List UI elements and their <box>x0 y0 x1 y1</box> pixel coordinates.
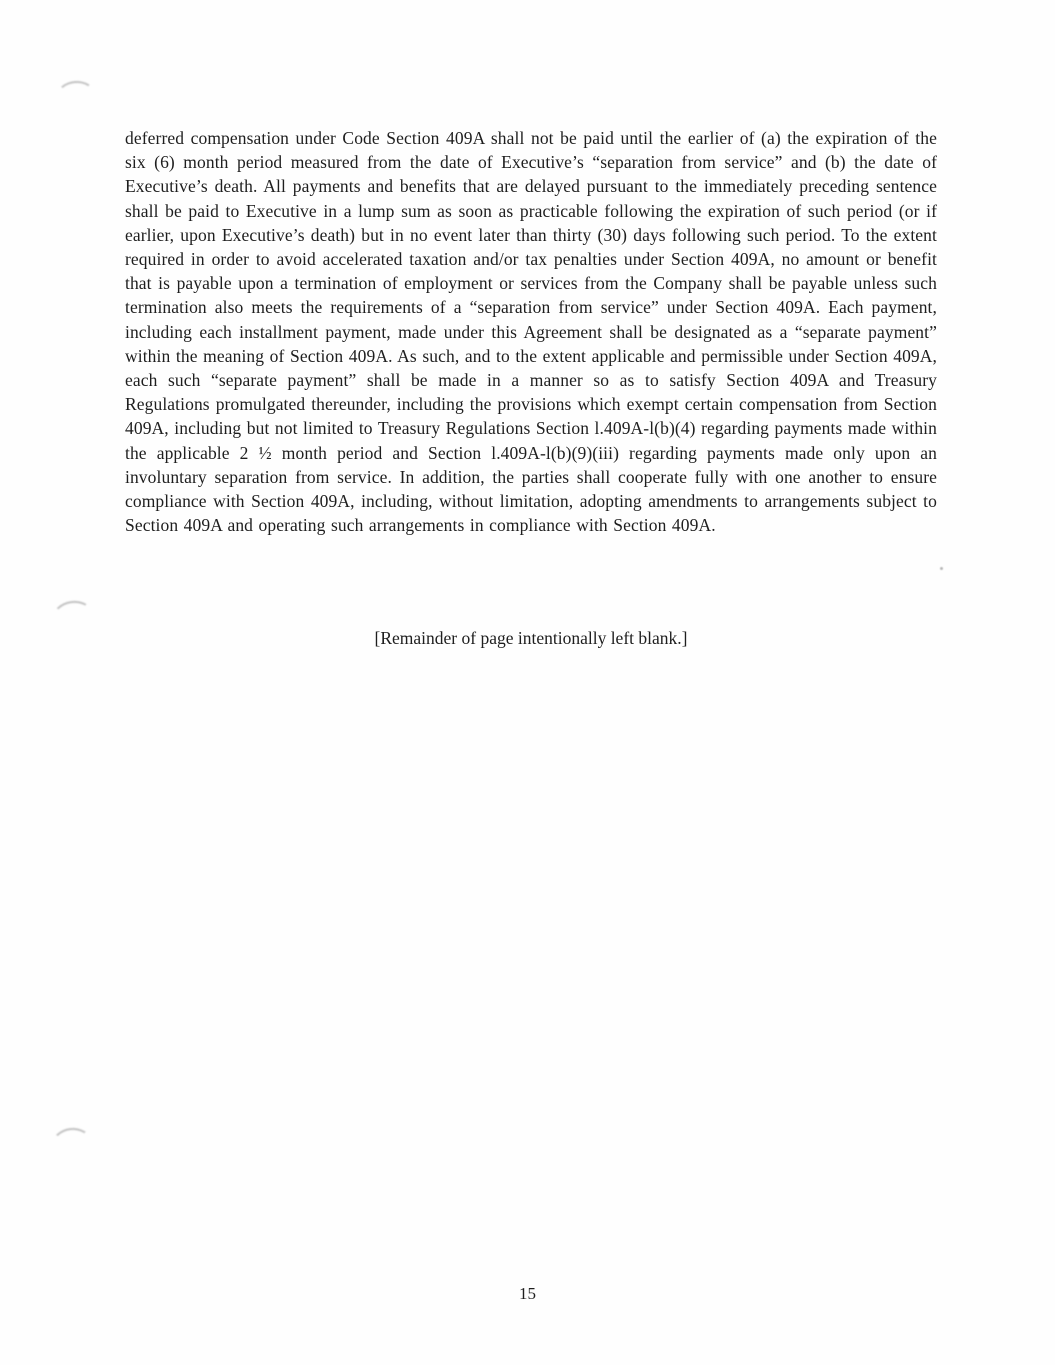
page-number: 15 <box>519 1284 536 1303</box>
scan-arc-artifact-bottom <box>50 1126 93 1162</box>
remainder-notice: [Remainder of page intentionally left blank.] <box>374 628 688 648</box>
body-paragraph: deferred compensation under Code Section 409A shall not be paid until the earlier of (a) the expiration of the six (6) month period measured from the date of Executive’s “separation from service” and (b) the date of Executive’s death. All payments and benefits that are delayed pursuant to the immediately preceding sentence shall be paid to Executive in a lump sum as soon as practicable following the expiration of such period (or if earlier, upon Executive’s death) but in no event later than thirty (30) days following such period. To the extent required in order to avoid accelerated taxation and/or tax penalties under Section 409A, no amount or benefit that is payable upon a termination of employment or services from the Company shall be payable unless such termination also meets the requirements of a “separation from service” under Section 409A. Each payment, including each installment payment, made under this Agreement shall be designated as a “separate payment” within the meaning of Section 409A. As such, and to the extent applicable and permissible under Section 409A, each such “separate payment” shall be made in a manner so as to satisfy Section 409A and Treasury Regulations promulgated thereunder, including the provisions which exempt certain compensation from Section 409A, including but not limited to Treasury Regulations Section l.409A-l(b)(4) regarding payments made within the applicable 2 ½ month period and Section l.409A-l(b)(9)(iii) regarding payments made only upon an involuntary separation from service. In addition, the parties shall cooperate fully with one another to ensure compliance with Section 409A, including, without limitation, adopting amendments to arrangements subject to Section 409A and operating such arrangements in compliance with Section 409A. <box>125 128 937 536</box>
scan-arc-artifact-middle <box>51 598 95 633</box>
scan-dot-artifact <box>940 567 943 570</box>
scan-arc-artifact-top <box>56 80 96 111</box>
